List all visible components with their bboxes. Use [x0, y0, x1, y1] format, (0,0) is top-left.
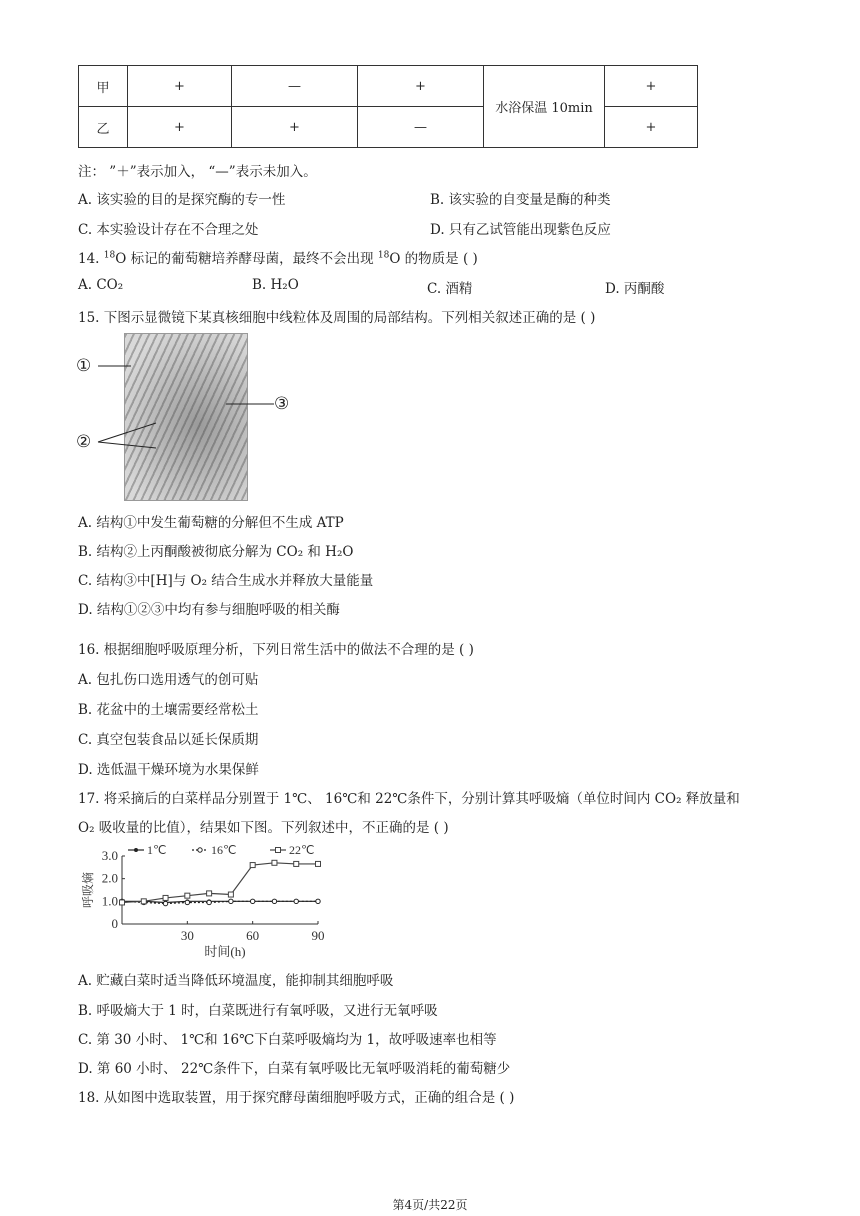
legend-label: 16℃ [211, 843, 237, 857]
respiratory-quotient-chart [80, 842, 340, 960]
label-structure-2: ② [76, 432, 92, 452]
q14-stem [78, 247, 478, 267]
table-cell: + [605, 107, 698, 148]
q14-option-d: D. 丙酮酸 [605, 281, 665, 297]
q17-option-a: A. 贮藏白菜时适当降低环境温度，能抑制其细胞呼吸 [78, 973, 394, 989]
table-cell: — [232, 66, 358, 107]
q16-option-a: A. 包扎伤口选用透气的创可贴 [78, 672, 259, 688]
page-footer: 第4页/共22页 [392, 1198, 468, 1212]
experiment-table [78, 65, 698, 148]
data-point [163, 901, 167, 905]
q15-option-d: D. 结构①②③中均有参与细胞呼吸的相关酶 [78, 602, 340, 618]
x-tick-label: 90 [311, 928, 325, 943]
legend-marker [134, 848, 138, 852]
q17-stem-line1: 17. 将采摘后的白菜样品分别置于 1℃、 16℃和 22℃条件下，分别计算其呼吸熵（单位时间内 CO₂ 释放量和 [78, 791, 740, 807]
y-tick-label: 1.0 [101, 893, 118, 909]
q16-option-c: C. 真空包装食品以延长保质期 [78, 732, 259, 748]
q16-option-d: D. 选低温干燥环境为水果保鲜 [78, 762, 259, 778]
q14-stem-text: O 标记的葡萄糖培养酵母菌，最终不会出现 [115, 251, 378, 267]
table-cell: — [358, 107, 484, 148]
q17-stem-line2: O₂ 吸收量的比值），结果如下图。下列叙述中，不正确的是 ( ) [78, 820, 449, 836]
q14-isotope-sup: 18 [377, 250, 390, 261]
y-tick-label: 0 [111, 916, 118, 931]
micrograph-callouts [76, 350, 306, 460]
q15-stem: 15. 下图示显微镜下某真核细胞中线粒体及周围的局部结构。下列相关叙述正确的是 ( ) [78, 310, 596, 326]
row-label: 乙 [79, 107, 128, 148]
data-point [250, 863, 255, 868]
q14-number: 14. [78, 251, 104, 267]
x-tick-label: 60 [246, 928, 260, 943]
y-axis-label: 呼吸熵 [81, 871, 95, 909]
table-cell: + [605, 66, 698, 107]
table-cell: + [128, 107, 232, 148]
data-point [207, 900, 211, 904]
data-point [294, 899, 298, 903]
q15-option-a: A. 结构①中发生葡萄糖的分解但不生成 ATP [78, 515, 344, 531]
q13-option-d: D. 只有乙试管能出现紫色反应 [430, 222, 611, 238]
q15-option-b: B. 结构②上丙酮酸被彻底分解为 CO₂ 和 H₂O [78, 544, 354, 560]
q16-stem: 16. 根据细胞呼吸原理分析，下列日常生活中的做法不合理的是 ( ) [78, 642, 474, 658]
q13-option-a: A. 该实验的目的是探究酶的专一性 [78, 192, 286, 208]
legend-label: 1℃ [147, 843, 167, 857]
data-point [228, 892, 233, 897]
data-point [163, 895, 168, 900]
series-line-3 [122, 863, 318, 903]
q17-option-c: C. 第 30 小时、 1℃和 16℃下白菜呼吸熵均为 1，故呼吸速率也相等 [78, 1032, 497, 1048]
legend-label: 22℃ [289, 843, 315, 857]
data-point [207, 891, 212, 896]
data-point [120, 900, 125, 905]
table-row [79, 66, 698, 107]
table-row [79, 107, 698, 148]
table-merged-cell: 水浴保温 10min [484, 66, 605, 148]
legend-marker [276, 848, 281, 853]
data-point [229, 899, 233, 903]
y-tick-label: 3.0 [101, 848, 118, 863]
q13-option-b: B. 该实验的自变量是酶的种类 [430, 192, 611, 208]
label-structure-3: ③ [274, 394, 290, 414]
q16-option-b: B. 花盆中的土壤需要经常松土 [78, 702, 259, 718]
q13-option-c: C. 本实验设计存在不合理之处 [78, 222, 259, 238]
q14-isotope-sup: 18 [103, 250, 116, 261]
data-point [141, 899, 146, 904]
data-point [272, 899, 276, 903]
data-point [250, 899, 254, 903]
data-point [316, 899, 320, 903]
q14-stem-text: O 的物质是 ( ) [389, 251, 478, 267]
row-label: 甲 [79, 66, 128, 107]
y-tick-label: 2.0 [101, 870, 118, 886]
label-structure-1: ① [76, 356, 92, 376]
q17-option-d: D. 第 60 小时、 22℃条件下，白菜有氧呼吸比无氧呼吸消耗的葡萄糖少 [78, 1061, 511, 1077]
data-point [185, 893, 190, 898]
data-point [294, 861, 299, 866]
data-point [185, 900, 189, 904]
q15-option-c: C. 结构③中[H]与 O₂ 结合生成水并释放大量能量 [78, 573, 374, 589]
q14-option-a: A. CO₂ [78, 277, 124, 293]
q17-option-b: B. 呼吸熵大于 1 时，白菜既进行有氧呼吸，又进行无氧呼吸 [78, 1003, 438, 1019]
x-axis-label: 时间(h) [204, 944, 246, 959]
data-point [272, 860, 277, 865]
q18-stem: 18. 从如图中选取装置，用于探究酵母菌细胞呼吸方式，正确的组合是 ( ) [78, 1090, 515, 1106]
data-point [316, 861, 321, 866]
table-cell: + [358, 66, 484, 107]
table-note: 注： ”＋”表示加入， “—”表示未加入。 [78, 164, 317, 180]
q14-option-b: B. H₂O [252, 277, 299, 293]
q14-option-c: C. 酒精 [427, 281, 473, 297]
table-cell: + [232, 107, 358, 148]
x-tick-label: 30 [180, 928, 194, 943]
table-cell: + [128, 66, 232, 107]
legend-marker [198, 848, 202, 852]
